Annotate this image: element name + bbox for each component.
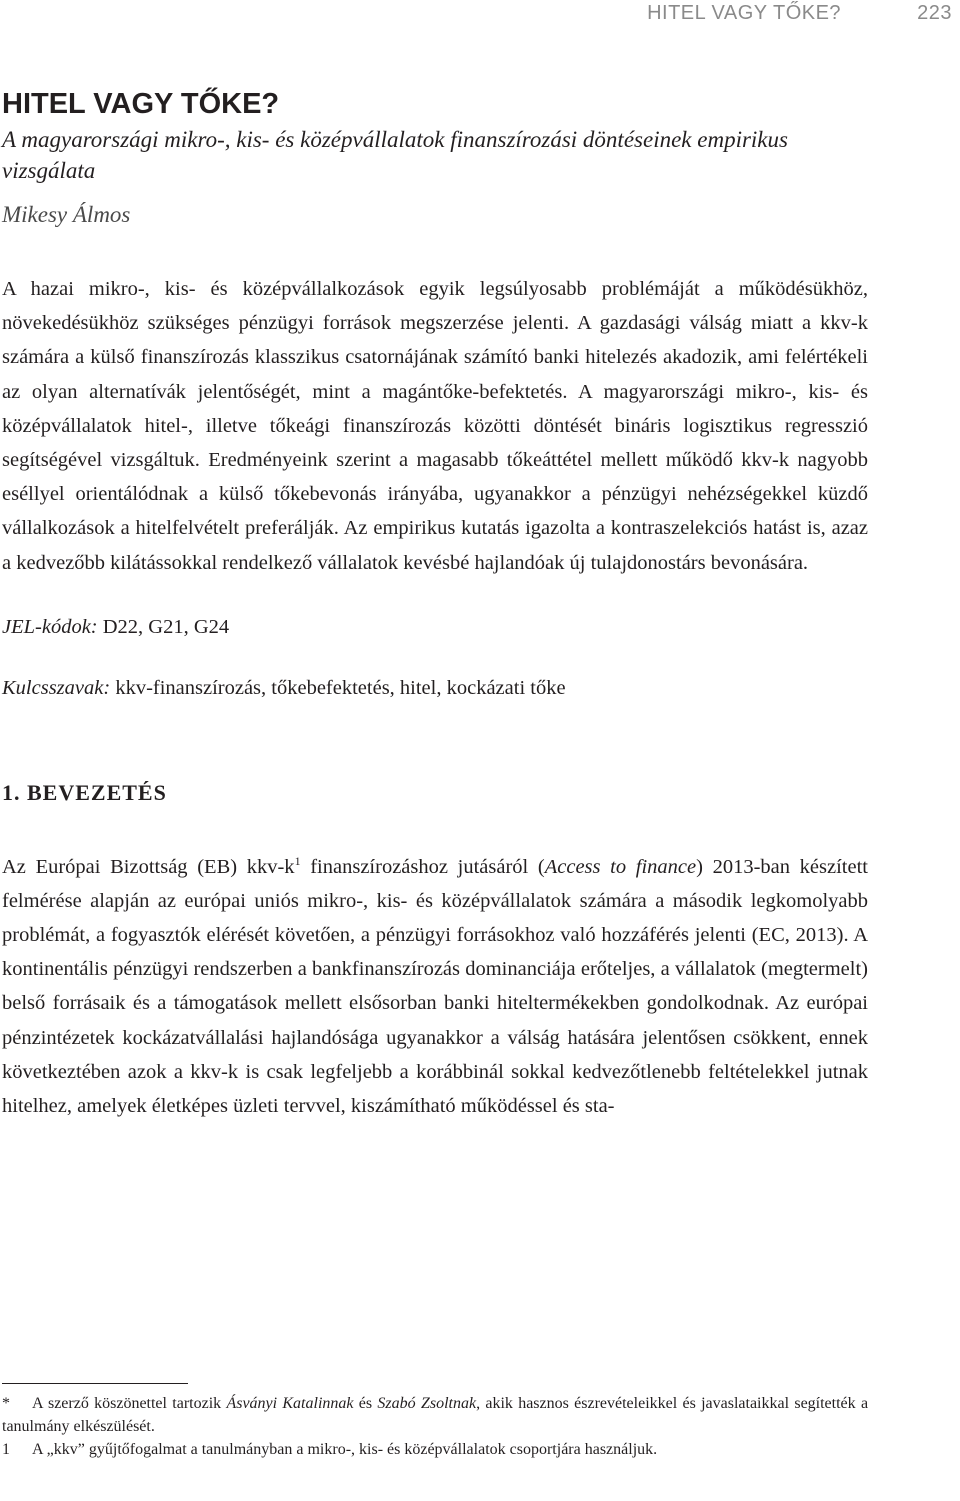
running-header: [647, 2, 952, 25]
footnote-text: és: [353, 1395, 378, 1412]
abstract-paragraph: A hazai mikro-, kis- és középvállalkozások egyik legsúlyosabb problémáját a működésükhöz, növekedésükhöz szükséges pénzügyi források megszerzése jelenti. A gazdasági válság miatt a kkv-k számára a külső finanszírozás klasszikus csatornájának számító banki hitelezés akadozik, ami felértékeli az olyan alternatívák jelentőségét, mint a magántőke-befektetés. A magyarországi mikro-, kis- és középvállalatok hitel-, illetve tőkeági finanszírozás közötti döntését bináris logisztikus regresszió segítségével vizsgáltuk. Eredményeink szerint a magasabb tőkeáttétel mellett működő kkv-k nagyobb eséllyel orientálódnak a külső tőkebevonás irányába, ugyanakkor a pénzügyi nehézségekkel küzdő vállalkozások a hitelfelvételt preferálják. Az empirikus kutatás igazolta a kontraszelekciós hatást is, azaz a kedvezőbb kilátássokkal rendelkező vállalatok kevésbé hajlandóak új tulajdonostárs bevonására.: [2, 278, 868, 574]
footnote-person-name: Szabó Zsoltnak: [377, 1395, 477, 1412]
article-subtitle: A magyarországi mikro-, kis- és középvállalatok finanszírozási döntéseinek empirikus vizsgálata: [2, 127, 788, 183]
article-body: [2, 84, 868, 1123]
intro-text-part-2: finanszírozáshoz jutásáról (: [300, 855, 545, 878]
footnote-text: A „kkv” gyűjtőfogalmat a tanulmányban a mikro-, kis- és középvállalatok csoportjára használjuk.: [32, 1441, 658, 1458]
footnote-ref-1[interactable]: 1: [294, 853, 301, 868]
intro-paragraph: [2, 844, 868, 1123]
jel-label: JEL-kódok:: [2, 615, 98, 638]
article-title: HITEL VAGY TŐKE?: [2, 88, 280, 120]
keywords-values: kkv-finanszírozás, tőkebefektetés, hitel, kockázati tőke: [110, 676, 566, 699]
intro-italic-term: Access to finance: [544, 855, 697, 878]
keywords: [2, 677, 868, 700]
footnote-divider: [2, 1383, 188, 1384]
jel-values: D22, G21, G24: [97, 615, 230, 638]
footnote-1: [2, 1438, 868, 1461]
footnote-mark-1: 1: [2, 1441, 10, 1458]
footnote-acknowledgement: [2, 1392, 868, 1438]
footnote-mark-star: *: [2, 1395, 10, 1412]
footnotes: [2, 1392, 868, 1461]
intro-text-part-3: ) 2013-ban készített felmérése alapján az európai uniós mikro-, kis- és középvállalatok számára a második legkomolyabb problémát, a fogyasztók elérését követően, a pénzügyi forrásokhoz való hozzáférés jelenti (EC, 2013). A kontinentális pénzügyi rendszerben a bankfinanszírozás dominanciája erőteljes, a vállalatok (megtermelt) belső forrásaik és a támogatások mellett elsősorban banki hiteltermékekben gondolkodnak. Az európai pénzintézetek kockázatvállalási hajlandósága ugyanakkor a válság hatására jelentősen csökkent, ennek következtében azok a kkv-k is csak legfeljebb a korábbinál sokkal kedvezőtlenebb feltételekkel jutnak hitelhez, amelyek életképes üzleti tervvel, kiszámítható működéssel és sta-: [2, 855, 868, 1118]
keywords-label: Kulcsszavak:: [2, 676, 111, 699]
footnote-text: , akik hasznos észrevételeikkel és javaslataikkal segítették a tanulmány elkészülését.: [2, 1395, 869, 1435]
intro-text-part-1: Az Európai Bizottság (EB) kkv-k: [2, 855, 295, 878]
footnote-text: A szerző köszönettel tartozik: [32, 1395, 227, 1412]
section-heading-introduction: 1. BEVEZETÉS: [2, 779, 167, 805]
page-number: 223: [917, 2, 952, 24]
footnote-person-name: Ásványi Katalinnak: [226, 1395, 354, 1412]
running-header-title: HITEL VAGY TŐKE?: [647, 2, 842, 24]
jel-codes: [2, 616, 868, 639]
author-name: Mikesy Álmos: [2, 202, 131, 227]
